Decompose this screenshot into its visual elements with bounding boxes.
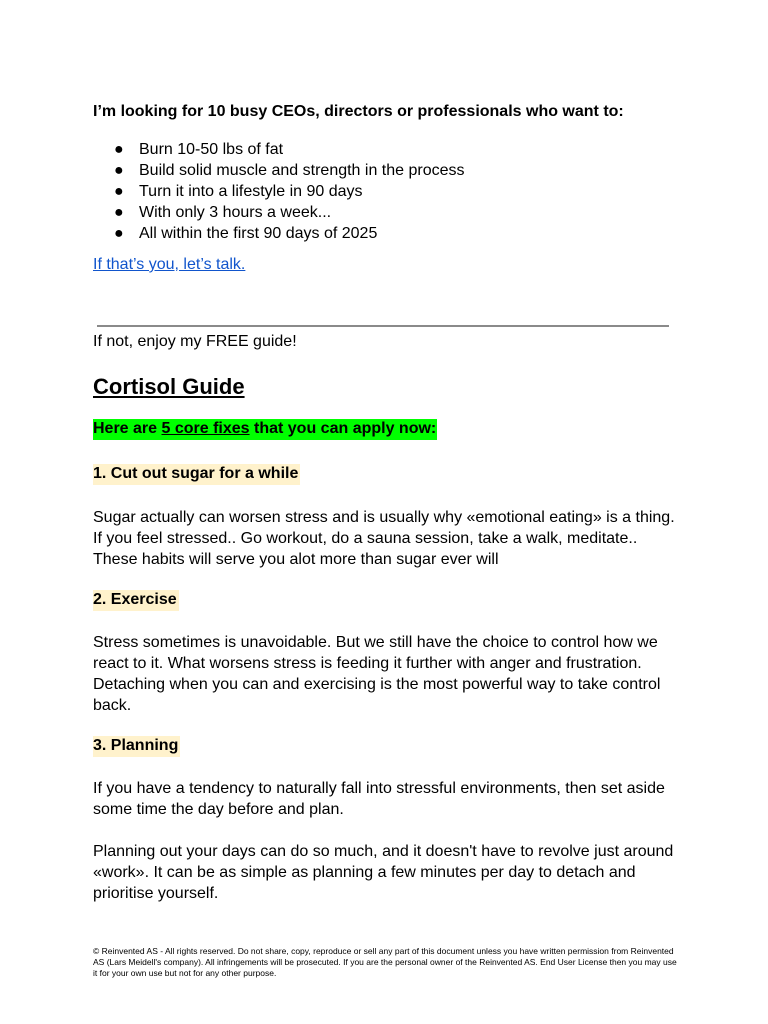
list-item-text: Build solid muscle and strength in the process xyxy=(139,162,465,179)
list-item xyxy=(93,139,465,160)
list-item-text: All within the first 90 days of 2025 xyxy=(139,225,378,242)
section-heading-exercise: 2. Exercise xyxy=(93,590,179,611)
list-item xyxy=(93,202,465,223)
core-fixes-prefix: Here are xyxy=(93,420,162,437)
core-fixes-count: 5 core fixes xyxy=(161,420,250,437)
benefits-list xyxy=(93,139,465,244)
copyright-footer: © Reinvented AS - All rights reserved. Do not share, copy, reproduce or sell any part of this document unless you have written permission from Reinvented AS (Lars Meidell's company). All infringements will be prosecuted. If you are the personal owner of the Reinvented AS. End User License then you may use it for your own use but not for any other purpose. xyxy=(93,946,677,978)
list-item xyxy=(93,181,465,202)
bullet-icon: ● xyxy=(114,141,124,158)
intro-heading: I’m looking for 10 busy CEOs, directors or professionals who want to: xyxy=(93,103,624,120)
bullet-icon: ● xyxy=(114,183,124,200)
list-item-text: Burn 10-50 lbs of fat xyxy=(139,141,284,158)
talk-link[interactable]: If that’s you, let’s talk. xyxy=(93,256,246,273)
list-item-text: Turn it into a lifestyle in 90 days xyxy=(139,183,363,200)
section-paragraph: Stress sometimes is unavoidable. But we still have the choice to control how we react to it. What worsens stress is feeding it further with anger and frustration. Detaching when you can and exercising is the most powerful way to take control back. xyxy=(93,634,661,714)
section-paragraph: If you have a tendency to naturally fall into stressful environments, then set aside some time the day before and plan. xyxy=(93,780,665,818)
section-heading-sugar: 1. Cut out sugar for a while xyxy=(93,464,300,485)
horizontal-divider xyxy=(97,325,669,327)
bullet-icon: ● xyxy=(114,225,124,242)
section-paragraph: Planning out your days can do so much, and it doesn't have to revolve just around «work». It can be as simple as planning a few minutes per day to detach and prioritise yourself. xyxy=(93,843,674,902)
guide-title: Cortisol Guide xyxy=(93,374,245,399)
list-item-text: With only 3 hours a week... xyxy=(139,204,332,221)
section-paragraph: Sugar actually can worsen stress and is usually why «emotional eating» is a thing. If you feel stressed.. Go workout, do a sauna session, take a walk, meditate.. These habits will serve you alot more than sugar ever will xyxy=(93,509,675,568)
bullet-icon: ● xyxy=(114,162,124,179)
section-heading-planning: 3. Planning xyxy=(93,736,180,757)
list-item xyxy=(93,223,465,244)
free-guide-line: If not, enjoy my FREE guide! xyxy=(93,333,297,350)
bullet-icon: ● xyxy=(114,204,124,221)
list-item xyxy=(93,160,465,181)
core-fixes-suffix: that you can apply now: xyxy=(249,420,437,437)
core-fixes-banner xyxy=(93,419,437,440)
